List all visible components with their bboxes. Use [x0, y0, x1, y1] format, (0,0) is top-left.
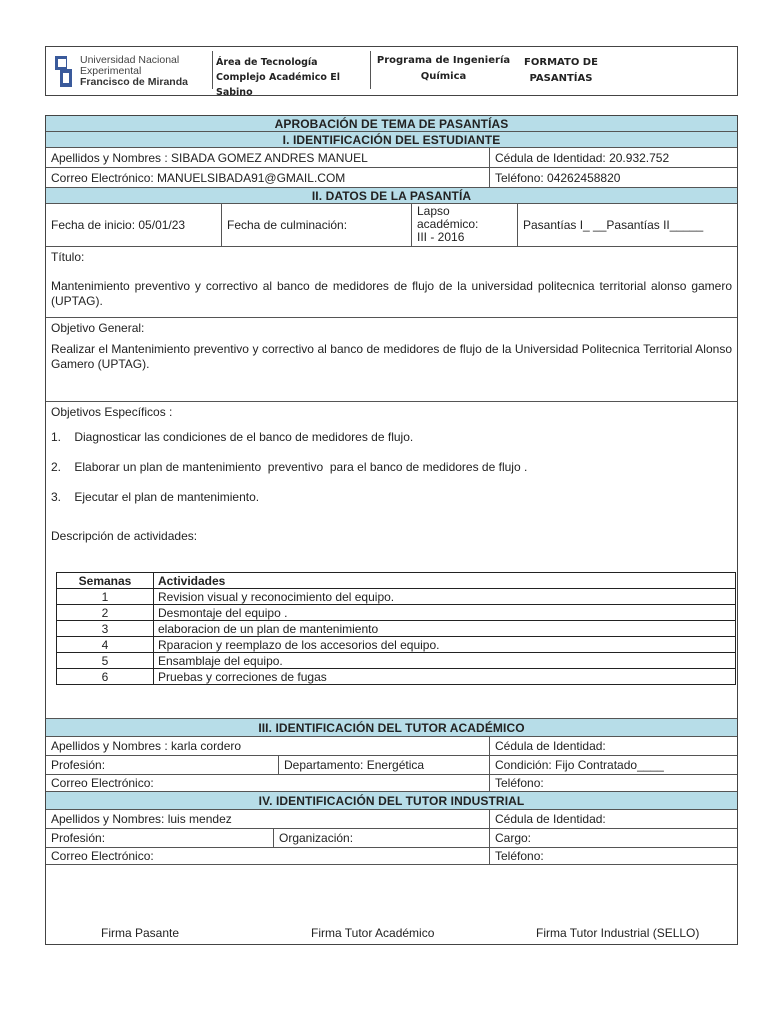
activity-cell[interactable]: Pruebas y correciones de fugas: [154, 669, 736, 685]
activity-cell[interactable]: Desmontaje del equipo .: [154, 605, 736, 621]
industrial-tutor-profession-field[interactable]: Profesión:: [51, 831, 106, 845]
university-line-2: Experimental: [80, 65, 142, 77]
activity-cell[interactable]: Ensamblaje del equipo.: [154, 653, 736, 669]
academic-term-value: III - 2016: [417, 230, 465, 244]
general-objective-text: Realizar el Mantenimiento preventivo y correctivo al banco de medidores de flujo de la Universidad Politecnica Territorial Alonso Gamero (UPTAG).: [51, 342, 732, 371]
specific-objective-item: 3. Ejecutar el plan de mantenimiento.: [51, 490, 260, 504]
program-line-1: Programa de Ingeniería: [376, 55, 511, 66]
activities-column-header: Actividades: [154, 573, 736, 589]
start-date-field[interactable]: Fecha de inicio: 05/01/23: [51, 218, 186, 232]
activity-cell[interactable]: Revision visual y reconocimiento del equipo.: [154, 589, 736, 605]
specific-objectives-label: Objetivos Específicos :: [51, 405, 173, 419]
activities-description-label: Descripción de actividades:: [51, 529, 198, 543]
student-email-field[interactable]: Correo Electrónico: MANUELSIBADA91@GMAIL.COM: [51, 170, 346, 185]
academic-tutor-name-field[interactable]: Apellidos y Nombres : karla cordero: [51, 739, 242, 753]
activities-header-row: [57, 573, 736, 589]
section-industrial-tutor-heading: IV. IDENTIFICACIÓN DEL TUTOR INDUSTRIAL: [46, 792, 737, 809]
title-field[interactable]: [46, 247, 737, 317]
area-block: [216, 47, 371, 98]
table-row: [57, 621, 736, 637]
academic-tutor-profession-field[interactable]: Profesión:: [51, 758, 106, 772]
format-line-1: FORMATO DE: [524, 57, 598, 68]
format-line-2: PASANTÍAS: [529, 73, 593, 84]
program-line-2: Química: [420, 71, 467, 82]
internship-type-field[interactable]: Pasantías I_ __Pasantías II_____: [517, 204, 737, 246]
title-label: Título:: [51, 250, 85, 264]
program-block: [376, 47, 511, 95]
area-line-1: Área de Tecnología: [216, 57, 318, 68]
table-row: [57, 605, 736, 621]
specific-objective-item: 1. Diagnosticar las condiciones de el banco de medidores de flujo.: [51, 430, 414, 444]
form-title: APROBACIÓN DE TEMA DE PASANTÍAS: [46, 116, 737, 131]
industrial-tutor-name-field[interactable]: Apellidos y Nombres: luis mendez: [51, 812, 232, 826]
week-cell[interactable]: 1: [57, 589, 154, 605]
university-logo-icon: [54, 55, 74, 89]
general-objective-label: Objetivo General:: [51, 321, 145, 335]
section-student-heading: I. IDENTIFICACIÓN DEL ESTUDIANTE: [46, 132, 737, 147]
student-id-field[interactable]: Cédula de Identidad: 20.932.752: [489, 148, 737, 167]
university-block: [50, 47, 210, 95]
header-divider: [370, 51, 371, 89]
academic-term-field[interactable]: [411, 204, 517, 246]
week-cell[interactable]: 3: [57, 621, 154, 637]
table-row: [57, 637, 736, 653]
title-text: Mantenimiento preventivo y correctivo al banco de medidores de flujo de la universidad politecnica territorial alonso gamero (UPTAG).: [51, 279, 732, 308]
section-academic-tutor-heading: III. IDENTIFICACIÓN DEL TUTOR ACADÉMICO: [46, 719, 737, 736]
academic-tutor-department-field[interactable]: Departamento: Energética: [278, 756, 489, 774]
student-name-field[interactable]: Apellidos y Nombres : SIBADA GOMEZ ANDRES MANUEL: [51, 150, 368, 165]
general-objective-field[interactable]: [46, 318, 737, 401]
end-date-field[interactable]: Fecha de culminación:: [221, 204, 411, 246]
academic-tutor-phone-field[interactable]: Teléfono:: [489, 775, 737, 791]
industrial-tutor-signature-label: Firma Tutor Industrial (SELLO): [536, 926, 700, 940]
document-header: [45, 46, 738, 96]
week-cell[interactable]: 5: [57, 653, 154, 669]
university-name: [80, 55, 188, 88]
specific-objectives-field[interactable]: [46, 402, 737, 718]
activities-table: [56, 572, 736, 685]
table-row: [57, 669, 736, 685]
weeks-column-header: Semanas: [57, 573, 154, 589]
area-line-2: Complejo Académico El Sabino: [216, 72, 340, 98]
internship-form: [45, 115, 738, 945]
industrial-tutor-organization-field[interactable]: Organización:: [273, 829, 489, 847]
week-cell[interactable]: 6: [57, 669, 154, 685]
industrial-tutor-email-field[interactable]: Correo Electrónico:: [51, 849, 154, 863]
week-cell[interactable]: 4: [57, 637, 154, 653]
section-internship-heading: II. DATOS DE LA PASANTÍA: [46, 188, 737, 203]
format-block: [516, 47, 606, 95]
academic-tutor-signature-label: Firma Tutor Académico: [311, 926, 435, 940]
industrial-tutor-phone-field[interactable]: Teléfono:: [489, 848, 737, 864]
header-divider: [212, 51, 213, 89]
activity-cell[interactable]: Rparacion y reemplazo de los accesorios del equipo.: [154, 637, 736, 653]
academic-term-label-1: Lapso: [417, 204, 450, 218]
week-cell[interactable]: 2: [57, 605, 154, 621]
industrial-tutor-id-field[interactable]: Cédula de Identidad:: [489, 810, 737, 828]
signatures-area: [46, 865, 737, 944]
academic-tutor-id-field[interactable]: Cédula de Identidad:: [489, 737, 737, 755]
student-signature-label: Firma Pasante: [101, 926, 180, 940]
table-row: [57, 653, 736, 669]
university-line-3: Francisco de Miranda: [80, 76, 188, 88]
academic-tutor-condition-field[interactable]: Condición: Fijo Contratado____: [489, 756, 737, 774]
academic-term-label-2: académico:: [417, 217, 479, 231]
university-line-1: Universidad Nacional: [80, 54, 180, 66]
student-phone-field[interactable]: Teléfono: 04262458820: [489, 168, 737, 187]
academic-tutor-email-field[interactable]: Correo Electrónico:: [51, 776, 154, 790]
industrial-tutor-cargo-field[interactable]: Cargo:: [489, 829, 737, 847]
activity-cell[interactable]: elaboracion de un plan de mantenimiento: [154, 621, 736, 637]
specific-objective-item: 2. Elaborar un plan de mantenimiento preventivo para el banco de medidores de flujo .: [51, 460, 528, 474]
table-row: [57, 589, 736, 605]
